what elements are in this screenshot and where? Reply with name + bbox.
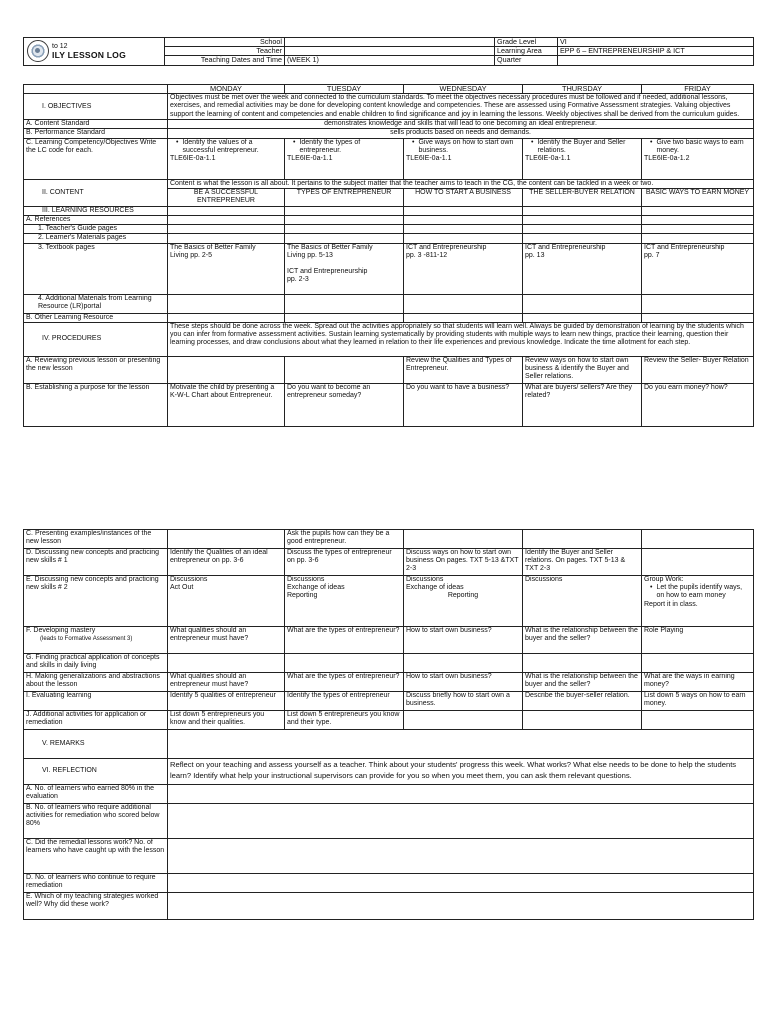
proc-f-wednesday: How to start own business? (404, 627, 523, 654)
proc-j-monday: List down 5 entrepreneurs you know and their qualities. (168, 711, 285, 730)
proc-c-tuesday: Ask the pupils how can they be a good entrepreneur. (285, 530, 404, 549)
lc-code: TLE6IE-0a-1.2 (644, 155, 690, 163)
day-friday: FRIDAY (642, 85, 754, 94)
empty-cell (285, 313, 404, 322)
lc-code: TLE6IE-0a-1.1 (525, 155, 571, 163)
empty-cell (404, 206, 523, 215)
proc-h-tuesday: What are the types of entrepreneur? (285, 673, 404, 692)
proc-g-label: G. Finding practical application of concepts and skills in daily living (24, 654, 168, 673)
empty-cell (523, 654, 642, 673)
empty-cell (404, 654, 523, 673)
e-line: Discussions (170, 576, 208, 583)
proc-h-thursday: What is the relationship between the buyer and the seller? (523, 673, 642, 692)
proc-d-friday (642, 549, 754, 576)
empty-cell (168, 216, 285, 225)
competency-text: Identify the types of entrepreneur. (299, 138, 361, 154)
proc-i-tuesday: Identify the types of entrepreneur (285, 692, 404, 711)
proc-j-wednesday (404, 711, 523, 730)
textbook-line: pp. 13 (525, 251, 545, 259)
textbook-friday (642, 243, 754, 294)
reflection-b-value (168, 804, 754, 839)
reflection-label: VI. REFLECTION (24, 759, 168, 785)
proc-b-friday: Do you earn money? how? (642, 383, 754, 426)
competency-friday (642, 138, 754, 179)
e-line: Exchange of ideas (287, 584, 345, 592)
reflection-d-value (168, 874, 754, 893)
remarks-value (168, 730, 754, 759)
reflection-b-label: B. No. of learners who require additional activities for remediation who scored below 80% (24, 804, 168, 839)
deped-seal-icon (27, 40, 49, 62)
procedures-label: IV. PROCEDURES (24, 322, 168, 356)
empty-cell (642, 654, 754, 673)
textbook-line: Living pp. 5-13 (287, 251, 333, 259)
grade-level-value: VI (558, 38, 754, 47)
empty-cell (404, 234, 523, 243)
main-table-1 (23, 84, 754, 427)
empty-cell (642, 294, 754, 313)
school-value (285, 38, 495, 47)
proc-j-label: J. Additional activities for application or remediation (24, 711, 168, 730)
proc-e-tuesday (285, 576, 404, 627)
reflection-e-label: E. Which of my teaching strategies worked well? Why did these work? (24, 893, 168, 920)
proc-a-wednesday: Review the Qualities and Types of Entrepreneur. (404, 356, 523, 383)
empty-cell (523, 234, 642, 243)
empty-cell (168, 313, 285, 322)
proc-c-thursday (523, 530, 642, 549)
proc-e-wednesday (404, 576, 523, 627)
grade-range: to 12 (52, 43, 68, 51)
proc-i-label: I. Evaluating learning (24, 692, 168, 711)
empty-cell (404, 216, 523, 225)
day-wednesday: WEDNESDAY (404, 85, 523, 94)
proc-d-wednesday: Discuss ways on how to start own business On pages. TXT 5-13 &TXT 2-3 (404, 549, 523, 576)
topic-friday: BASIC WAYS TO EARN MONEY (642, 188, 754, 206)
dates-label: Teaching Dates and Time (165, 56, 285, 65)
content-label: II. CONTENT (24, 179, 168, 206)
other-resource-label: B. Other Learning Resource (24, 313, 168, 322)
procedures-note: These steps should be done across the week. Spread out the activities appropriately so that students will learn well. Always be guided by demonstration of learning by the students which you can infer from formative assessment activities. Sustain learning systematically by providing students with multiple ways to learn new things, practice their learning, question their learning processes, and draw conclusions about what they learned in relation to their life experiences and previous knowledge. Indicate the time allotment for each step. (168, 322, 754, 356)
proc-c-friday (642, 530, 754, 549)
proc-h-monday: What qualities should an entrepreneur must have? (168, 673, 285, 692)
empty-cell (168, 225, 285, 234)
empty-cell (285, 294, 404, 313)
proc-h-friday: What are the ways in earning money? (642, 673, 754, 692)
empty-cell (523, 313, 642, 322)
school-label: School (165, 38, 285, 47)
topic-thursday: THE SELLER-BUYER RELATION (523, 188, 642, 206)
proc-a-monday (168, 356, 285, 383)
main-table-2 (23, 529, 754, 920)
proc-j-tuesday: List down 5 entrepreneurs you know and their type. (285, 711, 404, 730)
textbook-line: pp. 7 (644, 251, 660, 259)
empty-cell (404, 225, 523, 234)
learners-materials-label: 2. Learner's Materials pages (24, 234, 168, 243)
textbook-line: ICT and Entrepreneurship (644, 243, 725, 251)
proc-b-tuesday: Do you want to become an entrepreneur someday? (285, 383, 404, 426)
bullet-icon: • (412, 138, 415, 146)
empty-cell (168, 206, 285, 215)
textbook-line: ICT and Entrepreneurship (287, 268, 368, 276)
proc-i-monday: Identify 5 qualities of entrepreneur (168, 692, 285, 711)
topic-tuesday: TYPES OF ENTREPRENEUR (285, 188, 404, 206)
empty-cell (285, 234, 404, 243)
bullet-icon: • (293, 138, 296, 146)
competency-text: Identify the Buyer and Seller relations. (537, 138, 626, 154)
proc-f-tuesday: What are the types of entrepreneur? (285, 627, 404, 654)
reflection-text: Reflect on your teaching and assess yourself as a teacher. Think about your students' progress this week. What works? What else needs to be done to help the students learn? Identify what help your instructional supervisors can provide for you so when you meet them, you can ask them relevant questions. (168, 759, 754, 785)
proc-d-monday: Identify the Qualities of an ideal entrepreneur on pp. 3-6 (168, 549, 285, 576)
textbook-tuesday (285, 243, 404, 294)
lesson-table-page-2 (23, 529, 753, 920)
topic-wednesday: HOW TO START A BUSINESS (404, 188, 523, 206)
proc-c-monday (168, 530, 285, 549)
log-title: ILY LESSON LOG (52, 50, 126, 61)
teachers-guide-label: 1. Teacher's Guide pages (24, 225, 168, 234)
quarter-label: Quarter (495, 56, 558, 65)
proc-b-wednesday: Do you want to have a business? (404, 383, 523, 426)
reflection-a-value (168, 785, 754, 804)
empty-cell (285, 216, 404, 225)
performance-standard-label: B. Performance Standard (24, 129, 168, 138)
e-line: Reporting (447, 592, 479, 600)
topic-monday: BE A SUCCESSFUL ENTREPRENEUR (168, 188, 285, 206)
proc-h-wednesday: How to start own business? (404, 673, 523, 692)
empty-cell (168, 654, 285, 673)
remarks-label: V. REMARKS (24, 730, 168, 759)
bullet-icon: • (650, 138, 653, 146)
empty-cell (523, 225, 642, 234)
empty-cell (404, 313, 523, 322)
reflection-a-label: A. No. of learners who earned 80% in the evaluation (24, 785, 168, 804)
empty-cell (168, 234, 285, 243)
textbook-monday (168, 243, 285, 294)
proc-f-thursday: What is the relationship between the buyer and the seller? (523, 627, 642, 654)
proc-e-label: E. Discussing new concepts and practicing new skills # 2 (24, 576, 168, 627)
content-note: Content is what the lesson is all about. It pertains to the subject matter that the teacher aims to teach in the CG, the content can be tackled in a week or two. (168, 179, 754, 188)
bullet-icon: • (650, 584, 653, 592)
header-section (23, 37, 753, 66)
competency-text: Identify the values of a successful entrepreneur. (182, 138, 259, 154)
proc-c-label: C. Presenting examples/instances of the new lesson (24, 530, 168, 549)
competency-tuesday (285, 138, 404, 179)
empty-cell (285, 225, 404, 234)
e-line: Discussions (406, 576, 444, 583)
empty-cell (523, 216, 642, 225)
textbook-line: The Basics of Better Family (287, 243, 373, 251)
day-tuesday: TUESDAY (285, 85, 404, 94)
proc-f-label (24, 627, 168, 654)
lc-code: TLE6IE-0a-1.1 (287, 155, 333, 163)
e-line: Reporting (287, 592, 318, 600)
textbook-line: The Basics of Better Family (170, 243, 256, 251)
competency-text: Give ways on how to start own business. (418, 138, 514, 154)
proc-e-monday (168, 576, 285, 627)
proc-i-thursday: Describe the buyer-seller relation. (523, 692, 642, 711)
textbook-line: pp. 3 -811-12 (406, 251, 448, 259)
content-standard-text: demonstrates knowledge and skills that will lead to one becoming an ideal entrepreneur. (168, 120, 754, 129)
bullet-icon: • (176, 138, 179, 146)
proc-f-sub: (leads to Formative Assessment 3) (40, 636, 133, 643)
empty-cell (285, 654, 404, 673)
e-line: Discussions (525, 576, 563, 583)
proc-a-friday: Review the Seller- Buyer Relation (642, 356, 754, 383)
proc-e-friday (642, 576, 754, 627)
proc-c-wednesday (404, 530, 523, 549)
e-line: Exchange of ideas (406, 584, 464, 592)
competency-text: Give two basic ways to earn money. (656, 138, 744, 154)
textbook-label: 3. Textbook pages (24, 243, 168, 294)
empty-cell (642, 313, 754, 322)
competency-label: C. Learning Competency/Objectives Write the LC code for each. (24, 138, 168, 179)
dates-value: (WEEK 1) (285, 56, 495, 65)
learning-area-label: Learning Area (495, 47, 558, 56)
proc-d-tuesday: Discuss the types of entrepreneur on pp. 3-6 (285, 549, 404, 576)
textbook-line: Living pp. 2-5 (170, 251, 213, 259)
references-label: A. References (24, 216, 168, 225)
learning-area-value: EPP 6 – ENTREPRENEURSHIP & ICT (558, 47, 754, 56)
proc-f-title: F. Developing mastery (26, 627, 96, 634)
teacher-value (285, 47, 495, 56)
reflection-c-value (168, 839, 754, 874)
additional-materials-label: 4. Additional Materials from Learning Resource (LR)portal (24, 294, 168, 313)
proc-a-thursday: Review ways on how to start own business & identify the Buyer and Seller relations. (523, 356, 642, 383)
group-work-title: Group Work: (644, 576, 684, 583)
day-monday: MONDAY (168, 85, 285, 94)
objectives-label: I. OBJECTIVES (24, 94, 168, 120)
lesson-table-page-1 (23, 84, 753, 427)
objectives-text: Objectives must be met over the week and connected to the curriculum standards. To meet the objectives necessary procedures must be followed and if needed, additional lessons, exercises, and remedial activities may be done for developing content knowledge and competencies. These are assessed using Formative Assessment strategies. Valuing objectives support the learning of content and competencies and enable children to find significance and joy in learning the lessons. Weekly objectives shall be derived from the curriculum guides. (168, 94, 754, 120)
header-table (23, 37, 754, 66)
resources-label: III. LEARNING RESOURCES (24, 206, 168, 215)
proc-j-thursday (523, 711, 642, 730)
competency-thursday (523, 138, 642, 179)
day-thursday: THURSDAY (523, 85, 642, 94)
proc-f-monday: What qualities should an entrepreneur must have? (168, 627, 285, 654)
textbook-wednesday (404, 243, 523, 294)
e-line: Act Out (170, 584, 194, 592)
competency-monday (168, 138, 285, 179)
proc-a-tuesday (285, 356, 404, 383)
group-work-tail: Report it in class. (644, 600, 698, 608)
e-line: Discussions (287, 576, 325, 583)
group-work-bullet: Let the pupils identify ways, on how to earn money (656, 584, 743, 600)
empty-cell (523, 206, 642, 215)
empty-cell (404, 294, 523, 313)
quarter-value (558, 56, 754, 65)
proc-a-label: A. Reviewing previous lesson or presenting the new lesson (24, 356, 168, 383)
reflection-d-label: D. No. of learners who continue to require remediation (24, 874, 168, 893)
textbook-line: ICT and Entrepreneurship (406, 243, 487, 251)
blank-corner (24, 85, 168, 94)
textbook-line: ICT and Entrepreneurship (525, 243, 606, 251)
reflection-c-label: C. Did the remedial lessons work? No. of learners who have caught up with the lesson (24, 839, 168, 874)
textbook-thursday (523, 243, 642, 294)
empty-cell (642, 206, 754, 215)
reflection-e-value (168, 893, 754, 920)
proc-j-friday (642, 711, 754, 730)
empty-cell (642, 234, 754, 243)
proc-f-friday: Role Playing (642, 627, 754, 654)
empty-cell (642, 216, 754, 225)
proc-i-friday: List down 5 ways on how to earn money. (642, 692, 754, 711)
empty-cell (523, 294, 642, 313)
proc-e-thursday (523, 576, 642, 627)
empty-cell (285, 206, 404, 215)
proc-d-thursday: Identify the Buyer and Seller relations. On pages. TXT 5-13 & TXT 2-3 (523, 549, 642, 576)
performance-standard-text: sells products based on needs and demands. (168, 129, 754, 138)
empty-cell (642, 225, 754, 234)
proc-h-label: H. Making generalizations and abstractions about the lesson (24, 673, 168, 692)
lc-code: TLE6IE-0a-1.1 (406, 155, 452, 163)
proc-i-wednesday: Discuss briefly how to start own a business. (404, 692, 523, 711)
textbook-line: pp. 2-3 (287, 276, 309, 284)
grade-level-label: Grade Level (495, 38, 558, 47)
competency-wednesday (404, 138, 523, 179)
proc-b-thursday: What are buyers/ sellers? Are they related? (523, 383, 642, 426)
proc-d-label: D. Discussing new concepts and practicing new skills # 1 (24, 549, 168, 576)
proc-b-monday: Motivate the child by presenting a K-W-L Chart about Entrepreneur. (168, 383, 285, 426)
empty-cell (168, 294, 285, 313)
content-standard-label: A. Content Standard (24, 120, 168, 129)
lc-code: TLE6IE-0a-1.1 (170, 155, 216, 163)
proc-b-label: B. Establishing a purpose for the lesson (24, 383, 168, 426)
bullet-icon: • (531, 138, 534, 146)
teacher-label: Teacher (165, 47, 285, 56)
title-block (24, 38, 165, 66)
